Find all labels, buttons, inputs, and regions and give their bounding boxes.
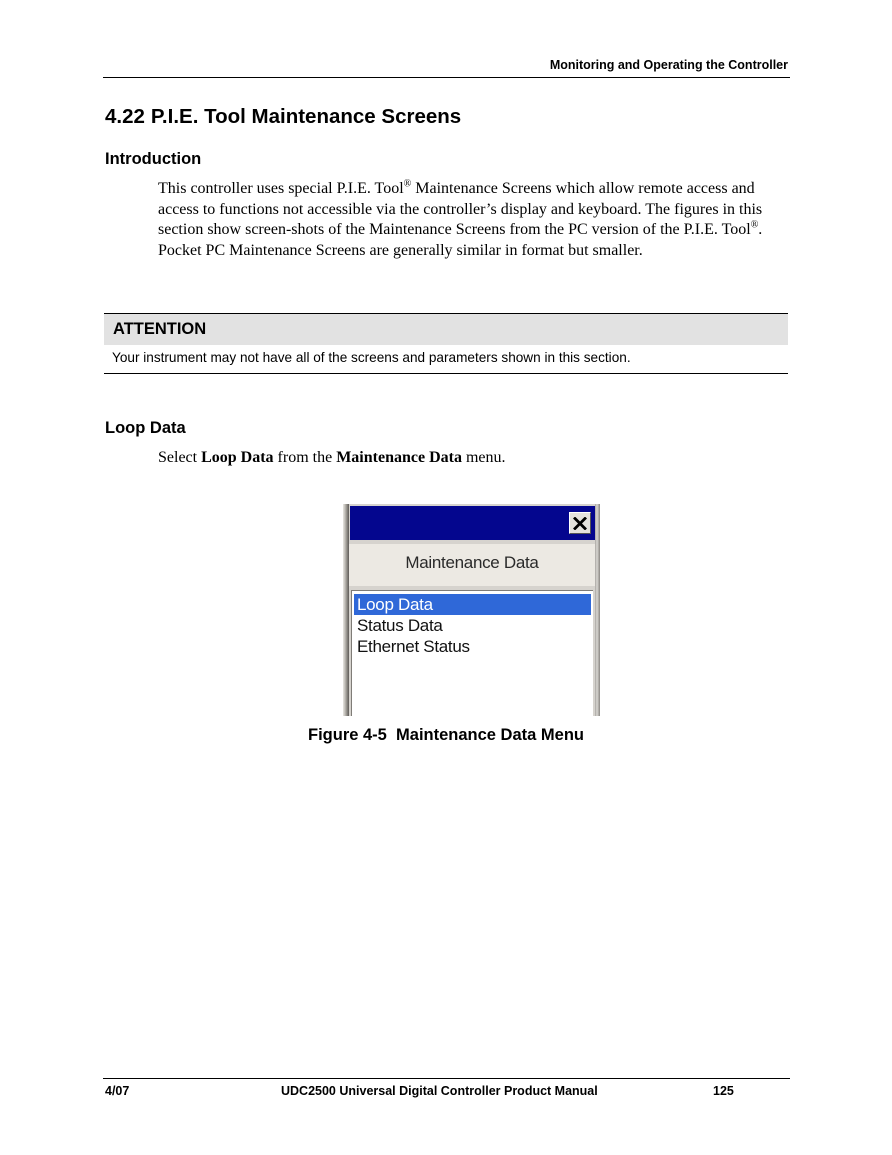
attention-box: [104, 313, 788, 374]
close-x-icon[interactable]: [569, 512, 591, 534]
instruction-text: menu.: [461, 449, 506, 466]
instruction-text: from the: [273, 449, 337, 466]
section-title: [105, 105, 461, 129]
section-title-text: P.I.E. Tool Maintenance Screens: [150, 105, 462, 128]
window-left-border: [343, 504, 349, 716]
instruction-item-name: Loop Data: [201, 449, 274, 466]
instruction-menu-name: Maintenance Data: [336, 449, 462, 466]
intro-text-1: This controller uses special P.I.E. Tool: [158, 180, 404, 197]
introduction-paragraph: [158, 179, 790, 261]
footer-rule: [103, 1078, 790, 1079]
menu-item-ethernet-status[interactable]: Ethernet Status: [357, 637, 470, 656]
instruction-text: Select: [158, 449, 202, 466]
section-number: 4.22: [105, 105, 145, 128]
figure-caption: Figure 4-5 Maintenance Data Menu: [308, 726, 584, 744]
attention-text: Your instrument may not have all of the screens and parameters shown in this section.: [112, 350, 631, 365]
loop-data-heading: Loop Data: [105, 419, 186, 437]
maintenance-data-list: [351, 590, 593, 716]
menu-item-loop-data[interactable]: Loop Data: [354, 594, 591, 615]
maintenance-data-window: [343, 504, 600, 716]
menu-item-status-data[interactable]: Status Data: [357, 616, 443, 635]
introduction-heading: Introduction: [105, 150, 202, 168]
running-header: Monitoring and Operating the Controller: [549, 58, 788, 72]
window-right-border: [595, 504, 600, 716]
page-number: 125: [713, 1084, 734, 1098]
footer-date: 4/07: [105, 1084, 130, 1098]
attention-heading: ATTENTION: [104, 314, 788, 345]
registered-mark: ®: [403, 178, 412, 190]
footer-manual-title: UDC2500 Universal Digital Controller Product Manual: [281, 1084, 598, 1098]
window-heading: Maintenance Data: [349, 544, 595, 586]
header-rule: [103, 77, 790, 78]
loop-data-instruction: [158, 448, 790, 469]
intro-text-2: Maintenance Screens which allow remote access and access to functions not accessible via the controller’s display and keyboard. The figures in this section show screen-shots of the Maintenance Screens from the PC version of the P.I.E. Tool: [158, 180, 763, 238]
close-x-glyph: [573, 517, 587, 530]
window-title-bar: [350, 506, 595, 540]
registered-mark: ®: [750, 219, 759, 231]
intro-text-3: . Pocket PC Maintenance Screens are generally similar in format but smaller.: [158, 221, 763, 259]
